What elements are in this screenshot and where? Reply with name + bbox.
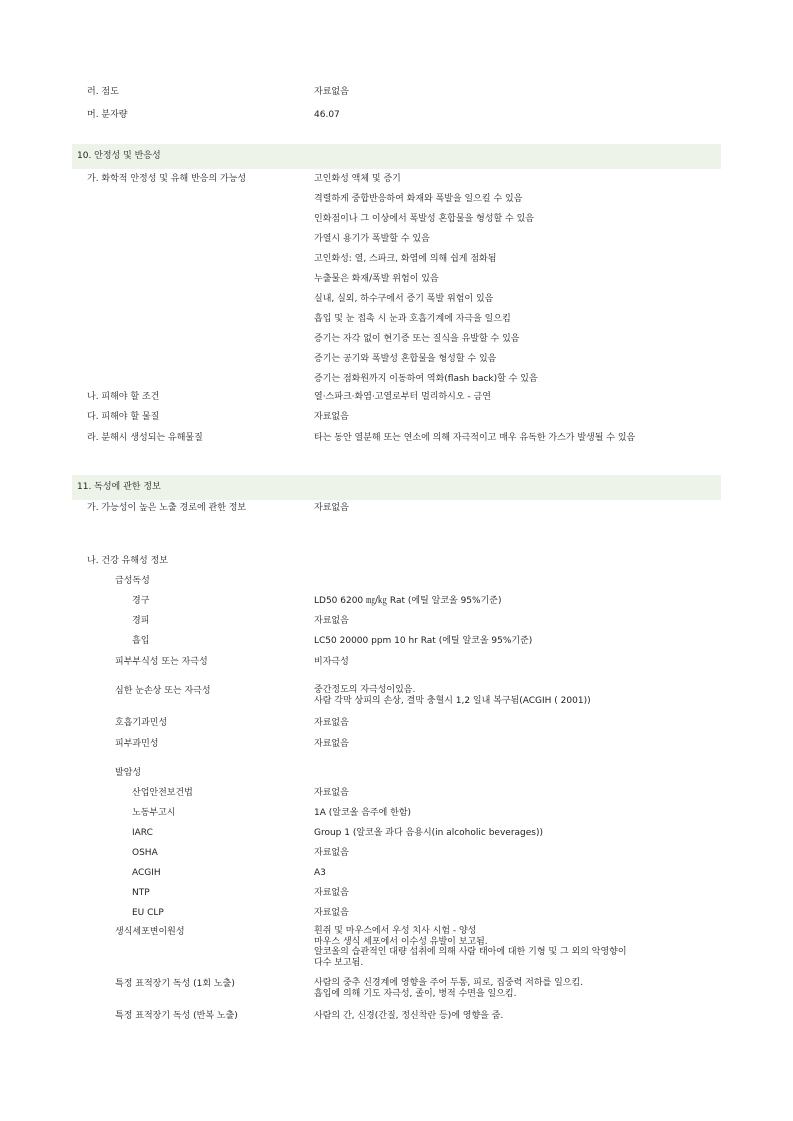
row-conditions-to-avoid	[0, 390, 793, 404]
eye-damage-value	[314, 685, 591, 706]
stability-value: 가열시 용기가 폭발할 수 있음	[314, 234, 430, 244]
section-11-header	[72, 475, 721, 500]
stability-value: 고인화성: 열, 스파크, 화염에 의해 쉽게 점화됨	[314, 254, 497, 264]
stot-single-line: 사람의 중추 신경계에 영향을 주어 두통, 피로, 집중력 저하를 일으킴.	[314, 978, 584, 988]
carc-osha-label: OSHA	[132, 848, 158, 858]
stability-label: 가. 화학적 안정성 및 유해 반응의 가능성	[87, 174, 247, 184]
stot-single-line: 흡입에 의해 기도 자극성, 졸이, 병적 수면을 일으킴.	[314, 988, 517, 999]
row-resp-sensitization	[0, 716, 793, 730]
viscosity-label: 러. 점도	[87, 87, 119, 97]
germ-cell-line: 다수 보고됨.	[314, 957, 364, 968]
row-carc-euclp	[0, 906, 793, 920]
carc-moel-value: 1A (알코올 음주에 한함)	[314, 808, 412, 818]
materials-label: 다. 피해야 할 물질	[87, 412, 160, 422]
stability-value: 실내, 실외, 하수구에서 증기 폭발 위험이 있음	[314, 294, 494, 304]
conditions-label: 나. 피해야 할 조건	[87, 392, 160, 402]
germ-cell-label: 생식세포변이원성	[115, 927, 185, 937]
row-molecular-weight	[0, 108, 793, 122]
row-stability-line	[0, 192, 793, 206]
carcinogenicity-label: 발암성	[115, 768, 142, 778]
row-health-hazard	[0, 554, 793, 568]
row-carc-iarc	[0, 826, 793, 840]
materials-value: 자료없음	[314, 412, 349, 422]
skin-corrosion-value: 비자극성	[314, 657, 349, 667]
stability-value: 증기는 공기와 폭발성 혼합물을 형성할 수 있음	[314, 354, 497, 364]
stot-single-value	[314, 978, 583, 999]
stot-single-label: 특정 표적장기 독성 (1회 노출)	[115, 979, 235, 989]
row-skin-sensitization	[0, 737, 793, 751]
carc-ntp-value: 자료없음	[314, 888, 349, 898]
stability-value: 고인화성 액체 및 증기	[314, 174, 401, 184]
resp-sensitization-value: 자료없음	[314, 718, 349, 728]
row-acute-toxicity	[0, 574, 793, 588]
viscosity-value: 자료없음	[314, 87, 349, 97]
germ-cell-line: 알코올의 습관적인 대량 섭취에 의해 사람 태아에 대한 기형 및 그 외의 악영향이	[314, 947, 627, 957]
stability-value: 흡입 및 눈 접촉 시 눈과 호흡기계에 자극을 일으킴	[314, 314, 511, 324]
germ-cell-line: 흰쥐 및 마우스에서 우성 치사 시험 - 양성	[314, 926, 477, 936]
carc-kosha-label: 산업안전보건법	[132, 788, 193, 798]
acute-toxicity-label: 급성독성	[115, 576, 150, 586]
stability-value: 인화점이나 그 이상에서 폭발성 혼합물을 형성할 수 있음	[314, 214, 534, 224]
row-carc-osha	[0, 846, 793, 860]
row-inhalation	[0, 634, 793, 648]
row-carc-moel	[0, 806, 793, 820]
row-carc-kosha	[0, 786, 793, 800]
skin-sensitization-label: 피부과민성	[115, 739, 159, 749]
inhalation-label: 흡입	[132, 636, 150, 646]
row-stot-repeat	[0, 1009, 793, 1023]
row-stability-line	[0, 312, 793, 326]
carc-kosha-value: 자료없음	[314, 788, 349, 798]
oral-label: 경구	[132, 596, 150, 606]
row-dermal	[0, 614, 793, 628]
carc-iarc-label: IARC	[132, 828, 153, 838]
carc-acgih-value: A3	[314, 868, 326, 878]
row-viscosity	[0, 85, 793, 99]
carc-moel-label: 노동부고시	[132, 808, 176, 818]
row-carc-acgih	[0, 866, 793, 880]
decomposition-value: 타는 동안 열분해 또는 연소에 의해 자극적이고 매우 유독한 가스가 발생될 수 있음	[314, 433, 636, 443]
carc-ntp-label: NTP	[132, 888, 150, 898]
row-stability-line	[0, 252, 793, 266]
row-skin-corrosion	[0, 655, 793, 669]
section-10-header	[72, 144, 721, 169]
section-10-title: 10. 안정성 및 반응성	[77, 151, 161, 161]
stability-value: 격렬하게 중합반응하여 화재와 폭발을 일으킬 수 있음	[314, 194, 523, 204]
row-carcinogenicity	[0, 766, 793, 780]
carc-euclp-value: 자료없음	[314, 908, 349, 918]
eye-damage-line: 중간정도의 자극성이있음.	[314, 685, 416, 695]
germ-cell-value	[314, 926, 627, 968]
inhalation-value: LC50 20000 ppm 10 hr Rat (에틸 알코올 95%기준)	[314, 636, 533, 646]
carc-euclp-label: EU CLP	[132, 908, 164, 918]
row-stability-line	[0, 212, 793, 226]
stability-value: 누출물은 화재/폭발 위험이 있음	[314, 274, 439, 284]
row-stability-line	[0, 292, 793, 306]
skin-corrosion-label: 피부부식성 또는 자극성	[115, 657, 208, 667]
molecular-weight-label: 머. 분자량	[87, 110, 128, 120]
exposure-label: 가. 가능성이 높은 노출 경로에 관한 정보	[87, 503, 247, 513]
skin-sensitization-value: 자료없음	[314, 739, 349, 749]
dermal-label: 경피	[132, 616, 150, 626]
row-stability-line	[0, 352, 793, 366]
row-stability-line	[0, 272, 793, 286]
germ-cell-line: 마우스 생식 세포에서 이수성 유발이 보고됨.	[314, 936, 488, 947]
resp-sensitization-label: 호흡기과민성	[115, 718, 168, 728]
row-stability-line	[0, 372, 793, 386]
row-stability	[0, 172, 793, 186]
eye-damage-label: 심한 눈손상 또는 자극성	[115, 686, 211, 696]
stot-repeat-value: 사람의 간, 신경(간질, 정신착란 등)에 영향을 줌.	[314, 1011, 504, 1021]
decomposition-label: 라. 분해시 생성되는 유해물질	[87, 433, 203, 443]
row-decomposition	[0, 431, 793, 445]
row-oral	[0, 594, 793, 608]
dermal-value: 자료없음	[314, 616, 349, 626]
exposure-value: 자료없음	[314, 503, 349, 513]
stot-repeat-label: 특정 표적장기 독성 (반복 노출)	[115, 1011, 238, 1021]
row-stability-line	[0, 232, 793, 246]
carc-acgih-label: ACGIH	[132, 868, 161, 878]
oral-value: LD50 6200 ㎎/㎏ Rat (에틸 알코올 95%기준)	[314, 596, 502, 606]
carc-iarc-value: Group 1 (알코올 과다 음용시(in alcoholic beverages))	[314, 828, 543, 838]
stability-value: 증기는 자각 없이 현기증 또는 질식을 유발할 수 있음	[314, 334, 520, 344]
section-11-title: 11. 독성에 관한 정보	[77, 482, 161, 492]
stability-value: 증기는 점화원까지 이동하여 역화(flash back)할 수 있음	[314, 374, 538, 384]
health-hazard-label: 나. 건강 유해성 정보	[87, 556, 168, 566]
conditions-value: 열·스파크·화염·고열로부터 멀리하시오 - 금연	[314, 392, 491, 402]
eye-damage-line: 사람 각막 상피의 손상, 결막 충혈시 1,2 일내 복구됨(ACGIH ( 2001))	[314, 695, 591, 706]
row-exposure-routes	[0, 501, 793, 515]
row-stability-line	[0, 332, 793, 346]
carc-osha-value: 자료없음	[314, 848, 349, 858]
row-materials-to-avoid	[0, 410, 793, 424]
molecular-weight-value: 46.07	[314, 110, 340, 120]
row-carc-ntp	[0, 886, 793, 900]
